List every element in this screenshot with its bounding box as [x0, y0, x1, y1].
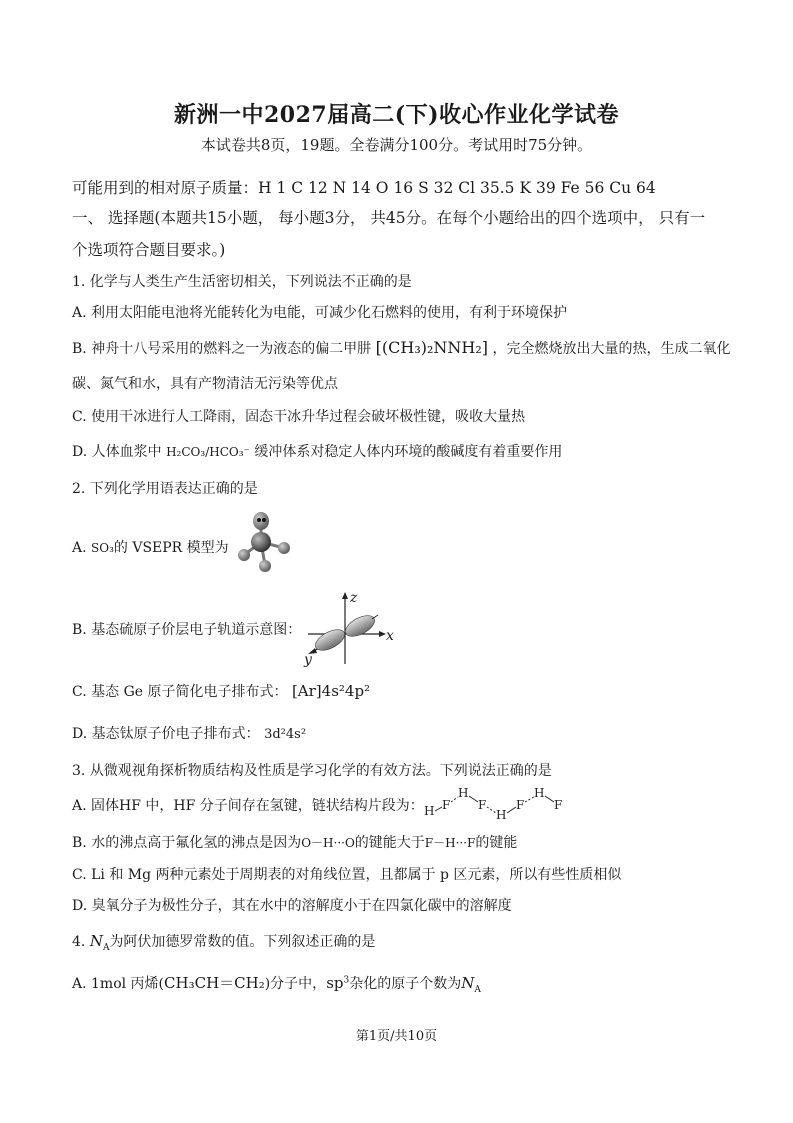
- q3-option-b-text-mid: 的键能大于: [354, 835, 425, 851]
- svg-text:H: H: [534, 786, 545, 800]
- q1-option-b-formula: [(CH₃)₂NNH₂]: [375, 338, 488, 357]
- svg-text:F: F: [554, 798, 563, 812]
- p-orbital-diagram: [300, 588, 400, 668]
- atomic-masses: 可能用到的相对原子质量：H 1 C 12 N 14 O 16 S 32 Cl 35.5 K 39 Fe 56 Cu 64: [72, 179, 656, 197]
- q2-option-a-text: 的 VSEPR 模型为: [113, 540, 229, 556]
- exam-title: 新洲一中2027届高二(下)收心作业化学试卷: [173, 102, 620, 128]
- q4-option-a-na-sub: A: [474, 984, 481, 995]
- hf-chain-diagram: [420, 785, 585, 821]
- q2-option-a-label: A.: [72, 540, 87, 556]
- q2-option-d-text: D. 基态钛原子价电子排布式：: [72, 726, 260, 742]
- q4-option-a-text-mid: )分子中，: [264, 976, 327, 992]
- q1-option-b-text: B. 神舟十八号采用的燃料之一为液态的偏二甲肼: [72, 341, 372, 357]
- q3-option-b-text: B. 水的沸点高于氟化氢的沸点是因为: [72, 835, 302, 851]
- q3-option-a: A. 固体HF 中，HF 分子间存在氢键，链状结构片段为：: [72, 798, 424, 814]
- page-footer: 第1页/共10页: [355, 1029, 438, 1044]
- q4-option-a-text: A. 1mol 丙烯(: [72, 976, 165, 992]
- q4-na-subscript: A: [102, 942, 110, 953]
- q3-option-c: C. Li 和 Mg 两种元素处于周期表的对角线位置，且都属于 p 区元素，所以有些性质相似: [72, 867, 622, 883]
- q2-option-c: [72, 681, 370, 701]
- svg-text:F: F: [442, 798, 451, 812]
- q1-option-b-text-post: ，完全燃烧放出大量的热，生成二氧化: [492, 341, 731, 357]
- q2-option-b: B. 基态硫原子价层电子轨道示意图：: [72, 622, 302, 638]
- q4-number: 4.: [72, 934, 90, 950]
- exam-subtitle: 本试卷共8页，19题。全卷满分100分。考试用时75分钟。: [200, 136, 593, 154]
- q2-option-d-formula: 3d²4s²: [264, 727, 307, 742]
- svg-text:H: H: [424, 804, 435, 818]
- svg-text:H: H: [458, 786, 469, 800]
- q2-option-c-text: C. 基态 Ge 原子简化电子排布式：: [72, 684, 288, 700]
- q4-stem-text: 为阿伏加德罗常数的值。下列叙述正确的是: [109, 934, 376, 950]
- q2-stem: 2. 下列化学用语表达正确的是: [72, 481, 258, 497]
- q2-option-c-formula: [Ar]4s²4p²: [291, 682, 371, 700]
- svg-text:F: F: [516, 798, 525, 812]
- q1-option-a: A. 利用太阳能电池将光能转化为电能，可减少化石燃料的使用，有利于环境保护: [72, 305, 568, 321]
- q1-option-c: C. 使用干冰进行人工降雨，固态干冰升华过程会破坏极性键，吸收大量热: [72, 409, 526, 425]
- q4-option-a: [72, 972, 481, 995]
- y-axis-label: y: [304, 652, 312, 668]
- q2-option-a: [72, 537, 229, 557]
- q4-na-symbol: N: [89, 932, 103, 950]
- q2-option-d: [72, 723, 306, 743]
- x-axis-label: x: [386, 628, 394, 644]
- q4-option-a-sp: sp: [326, 974, 344, 992]
- svg-text:F: F: [478, 798, 487, 812]
- q3-option-b-formula1: O－H···O: [301, 836, 355, 850]
- vsepr-model-image: [232, 509, 300, 575]
- section-heading-line2: 个选项符合题目要求。): [72, 241, 226, 259]
- q4-option-a-text-post: 杂化的原子个数为: [349, 976, 462, 992]
- q3-stem: 3. 从微观视角探析物质结构及性质是学习化学的有效方法。下列说法正确的是: [72, 763, 552, 779]
- q4-stem: [72, 931, 375, 953]
- q2-option-a-formula: SO₃: [91, 541, 114, 555]
- q1-option-d-formula: H₂CO₃/HCO₃⁻: [166, 445, 250, 459]
- svg-text:H: H: [496, 808, 507, 821]
- q4-option-a-na: N: [461, 974, 475, 992]
- q1-option-d-text: D. 人体血浆中: [72, 444, 162, 460]
- q3-option-b-text-post: 的键能: [475, 835, 518, 851]
- q1-option-b-continued: 碳、氮气和水，具有产物清洁无污染等优点: [72, 376, 338, 392]
- z-axis-label: z: [350, 590, 358, 606]
- q4-option-a-sp-sup: 3: [343, 975, 350, 986]
- q3-option-b: [72, 832, 517, 852]
- q4-option-a-formula: CH₃CH＝CH₂: [164, 974, 265, 992]
- q1-stem: 1. 化学与人类生产生活密切相关，下列说法不正确的是: [72, 274, 412, 290]
- section-heading-line1: 一、 选择题(本题共15小题， 每小题3分， 共45分。在每个小题给出的四个选项中， 只有一: [72, 209, 706, 227]
- q3-option-b-formula2: F－H···F: [424, 836, 476, 850]
- q1-option-d: [72, 441, 562, 461]
- q1-option-b: [72, 338, 730, 358]
- q3-option-d: D. 臭氧分子为极性分子，其在水中的溶解度小于在四氯化碳中的溶解度: [72, 898, 512, 914]
- q1-option-d-text-post: 缓冲体系对稳定人体内环境的酸碱度有着重要作用: [254, 444, 563, 460]
